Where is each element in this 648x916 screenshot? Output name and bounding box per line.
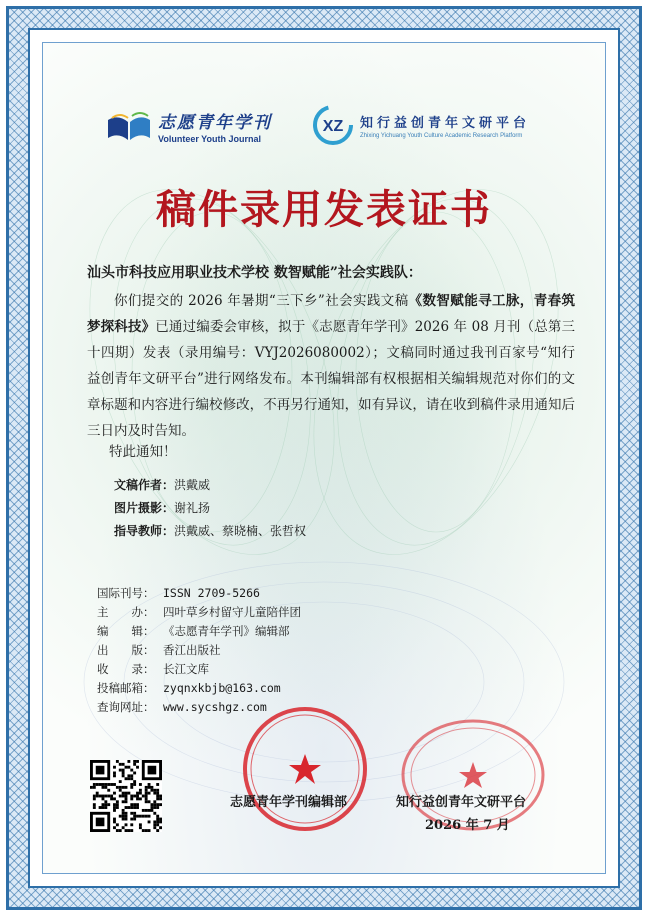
contributor-label: 文稿作者： xyxy=(114,478,175,492)
info-row xyxy=(97,622,301,641)
info-row xyxy=(97,660,301,679)
info-value: 《志愿青年学刊》编辑部 xyxy=(163,624,290,638)
info-row xyxy=(97,641,301,660)
info-label: 查询网址： xyxy=(97,700,155,714)
qr-code[interactable] xyxy=(90,760,162,832)
notice-text: 特此通知！ xyxy=(109,444,177,460)
info-row xyxy=(97,603,301,622)
contributor-label: 图片摄影： xyxy=(114,501,175,515)
xz-logo-icon xyxy=(312,104,354,146)
signature-editorial: 志愿青年学刊编辑部 xyxy=(230,795,348,810)
info-row xyxy=(97,679,301,698)
email-link[interactable]: zyqnxkbjb@163.com xyxy=(163,681,281,695)
info-label: 国际刊号： xyxy=(97,586,155,600)
body-text-b: 已通过编委会审核，拟于《志愿青年学刊》2026 年 08 月刊（总第三十四期）发表（录用编号：VYJ2026080002）；文稿同时通过我刊百家号“知行益创青年文研平台”进行网络发布。本刊编辑部有权根据相关编辑规范对你们的文章标题和内容进行编校修改，不再另行通知，如有异议，请在收到稿件录用通知后三日内及时告知。 xyxy=(87,319,575,439)
contributor-value: 洪戴威 xyxy=(174,478,211,492)
contributor-row xyxy=(114,497,306,520)
info-value: 长江文库 xyxy=(163,662,209,676)
journal-logo-cn: 志愿青年学刊 xyxy=(158,113,272,133)
info-label: 投稿邮箱： xyxy=(97,681,155,695)
platform-logo xyxy=(312,104,530,146)
info-value: 香江出版社 xyxy=(163,643,221,657)
journal-logo xyxy=(106,108,272,144)
info-label: 主 办： xyxy=(97,605,155,619)
svg-text:XZ: XZ xyxy=(322,118,344,135)
info-row xyxy=(97,584,301,603)
body-paragraph xyxy=(87,288,575,444)
contributor-value: 洪戴威、蔡晓楠、张哲权 xyxy=(174,524,307,538)
info-value: 四叶草乡村留守儿童陪伴团 xyxy=(163,605,301,619)
info-label: 编 辑： xyxy=(97,624,155,638)
contributor-value: 谢礼扬 xyxy=(174,501,211,515)
contributor-label: 指导教师： xyxy=(114,524,175,538)
body-text-a: 你们提交的 2026 年暑期“三下乡”社会实践文稿 xyxy=(114,293,409,309)
info-label: 出 版： xyxy=(97,643,155,657)
article-title: 《数智赋能寻工脉，青春筑梦探科技》 xyxy=(87,293,575,335)
contributor-row xyxy=(114,520,306,543)
certificate-body xyxy=(87,288,575,444)
website-link[interactable]: www.sycshgz.com xyxy=(163,700,267,714)
editorial-seal xyxy=(240,704,370,834)
contributor-row xyxy=(114,474,306,497)
platform-logo-cn: 知行益创青年文研平台 xyxy=(360,115,531,131)
info-value: ISSN 2709-5266 xyxy=(163,586,260,600)
addressee: 汕头市科技应用职业技术学校 数智赋能”社会实践队： xyxy=(87,265,422,281)
journal-logo-en: Volunteer Youth Journal xyxy=(158,134,262,144)
platform-logo-en: Zhixing Yichuang Youth Culture Academic Research Platform xyxy=(360,132,523,139)
contributors xyxy=(114,474,306,543)
info-label: 收 录： xyxy=(97,662,155,676)
publication-info xyxy=(97,584,301,717)
book-icon xyxy=(106,110,152,142)
signature-platform: 知行益创青年文研平台 xyxy=(396,795,527,810)
certificate-title: 稿件录用发表证书 xyxy=(156,186,492,233)
issue-date: 2026 年 7 月 xyxy=(425,818,510,833)
